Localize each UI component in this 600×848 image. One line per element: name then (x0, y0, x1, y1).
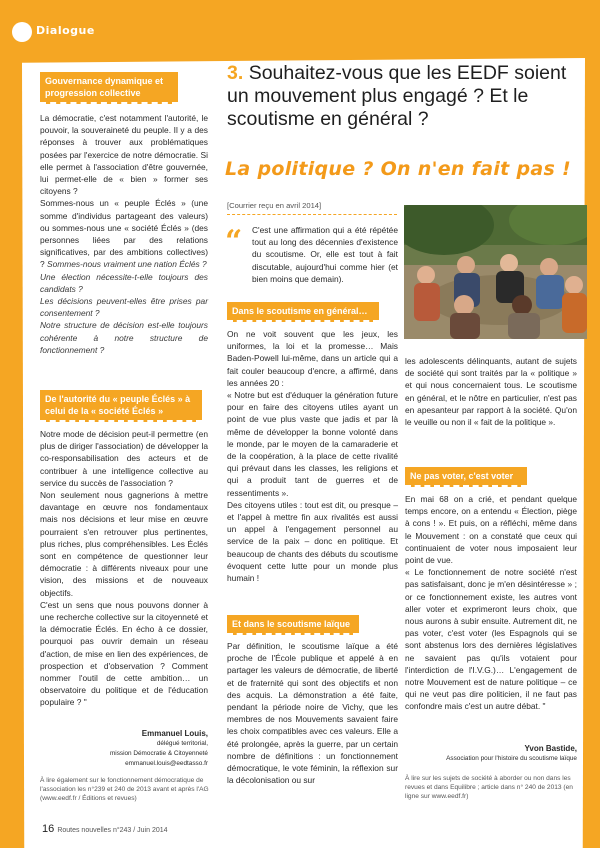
left-heading-1: Gouvernance dynamique et progression collective (40, 72, 178, 104)
page-number: 16 (42, 823, 55, 835)
mid-block-1 (227, 328, 398, 584)
mid-para-4: Par définition, le scoutisme laïque a été proche de l'École publique et appelé à en partager les valeurs de démocratie, de liberté et de fraternité qui sont des objectifs et non des acquis. La démonstration a été faite, pendant la période noire de Vichy, que les membres de nos Mouvements savaient faire les choix compatibles avec ces valeurs. Elle a été prolongée, après la guerre, par un certain nombre de définitions : un fonctionnement démocratique, le vote féminin, la réflexion sur la décolonisation ou sur (227, 641, 398, 786)
question-text: Souhaitez-vous que les EEDF soient un mouvement plus engagé ? Et le scoutisme en général ? (227, 62, 567, 130)
headline: La politique ? On n'en fait pas ! (225, 158, 571, 180)
left-heading-2: De l'autorité du « peuple Éclés » à celui de la « société Éclés » (40, 390, 202, 422)
right-block-1 (405, 493, 577, 713)
left-para-6: Notre mode de décision peut-il permettre (en plus de diriger l'association) de développer la co-responsabilisation des acteurs et de contribuer à une intelligence collective au service du succès de l'association ? (40, 429, 208, 488)
right-para-1: les adolescents délinquants, autant de sujets de société qui sont traités par la « politique » et qui nous concernaient tous. Le scoutisme en général, et le nôtre en particulier, n'est pas en apesanteur par rapport à la société. Qu'on le veuille ou non il « fait de la politique ». (405, 356, 577, 428)
section-label: Dialogue (36, 24, 95, 37)
left-signature-role-2: mission Démocratie & Citoyenneté (109, 750, 208, 757)
courrier-divider (227, 214, 397, 215)
mid-para-1: On ne voit souvent que les jeux, les uniformes, la loi et la promesse… Mais Baden-Powell lui-même, dans un article qui a fait couler beaucoup d'encre, a affirmé, dans les années 20 : (227, 329, 398, 388)
opening-quote-mark: “ (225, 224, 243, 259)
right-heading-1: Ne pas voter, c'est voter (405, 467, 527, 487)
left-signature (60, 729, 208, 769)
left-para-2 (40, 197, 208, 270)
section-tab (12, 20, 104, 42)
mid-heading-2: Et dans le scoutisme laïque (227, 615, 359, 635)
right-signature-role: Association pour l'histoire du scoutisme laïque (446, 755, 577, 762)
left-para-5: Notre structure de décision est-elle toujours cohérente à notre structure de fonctionnement ? (40, 320, 208, 355)
left-para-7: Non seulement nous gagnerions à mettre davantage en œuvre nos fondamentaux mais nos décisions et leur mise en œuvre pourraient s'en retrouver plus pertinentes, plus riches, plus compréhensibles. Les Éclés sont en compétence de questionner leur démocratie : à différents niveaux pour une vision, des missions et de nouveaux objectifs. (40, 490, 208, 598)
left-para-2-text: Sommes-nous un « peuple Éclés » (une somme d'individus partageant des valeurs) ou sommes-nous une « société Éclés » (des personnes liées par des relations significatives, par des ambitions collectives) ? (40, 198, 208, 270)
courrier-note: [Courrier reçu en avril 2014] (227, 201, 322, 210)
left-para-4: Les décisions peuvent-elles être prises par consentement ? (40, 296, 208, 319)
scouts-photo (404, 205, 587, 339)
left-para-8: C'est un sens que nous pouvons donner à une recherche collective sur la citoyenneté et la démocratie Éclés. En écho à ce dossier, pourquoi pas ouvrir demain un réseau d'action, de mise en lien des expériences, de prospection et d'observation ? Comment nommer l'outil de cette ambition… un observatoire du politique et de l'éducation populaire ? " (40, 599, 208, 708)
mid-intro: C'est une affirmation qui a été répétée tout au long des décennies d'existence du scoutisme. Or, elle est tout à fait discutable, aujourd'hui comme hier (et bien moins que demain). (252, 225, 398, 284)
right-signature-name: Yvon Bastide, (524, 744, 577, 753)
right-footnote: À lire sur les sujets de société à aborder ou non dans les revues et dans Equilibre ; article dans n° 240 de 2013 (en ligne sur www.eedf.fr) (405, 775, 573, 800)
left-signature-role-1: délégué territorial, (156, 740, 208, 747)
left-footnote: À lire également sur le fonctionnement démocratique de l'association les n°239 et 240 de 2013 avant et après l'AG (www.eedf.fr / Éditions et revues) (40, 777, 209, 802)
mid-para-3: Des citoyens utiles : tout est dit, ou presque – et l'appel à mettre fin aux rivalités est aussi un appel à l'engagement personnel au service de la paix – donc en politique. Et beaucoup de chants des débuts du scoutisme évoquent cette lutte pour un monde plus humain ! (227, 499, 398, 584)
left-para-1: La démocratie, c'est notamment l'autorité, le pouvoir, la souveraineté du peuple. Il y a des réponses à trouver aux problématiques posées par l'exercice de notre démocratie. Si elle permet à l'association d'être gouvernée, lui permet-elle de « bien » former ses citoyens ? (40, 113, 208, 197)
scouts-photo-image (404, 205, 587, 339)
right-para-2: En mai 68 on a crié, et pendant quelque temps encore, on a entendu « Élection, piège à cons ! ». Et puis, on a réfléchi, même dans le Mouvement : on a constaté que ceux qui continuaient de voter nous imposaient leur point de vue. (405, 494, 577, 566)
issue-info: Routes nouvelles n°243 / Juin 2014 (57, 827, 168, 834)
left-block-1 (40, 112, 208, 356)
left-signature-email: emmanuel.louis@eedtasso.fr (125, 760, 208, 767)
left-para-3: Une élection nécessite-t-elle toujours des candidats ? (40, 271, 208, 294)
folio (42, 823, 168, 835)
question-number: 3. (227, 62, 244, 84)
mid-para-2: « Notre but est d'éduquer la génération future pour en faire des citoyens utiles ayant un point de vue plus vaste que jadis et par là même de développer la bonne volonté dans le monde, par le moyen de la camaraderie et de la coopération, à la place de cette rivalité qui prévaut dans les classes, les religions et qui a produit tant de guerres et de ressentiments ». (227, 390, 398, 498)
left-block-2 (40, 428, 208, 709)
right-signature (420, 744, 577, 764)
mid-heading-1: Dans le scoutisme en général… (227, 302, 379, 322)
question-title (227, 62, 579, 131)
left-para-2-italic: Sommes-nous vraiment une nation Éclés ? (47, 259, 207, 270)
left-signature-name: Emmanuel Louis, (141, 729, 208, 738)
section-dot-icon (12, 22, 32, 42)
right-para-3: « Le fonctionnement de notre société n'est pas satisfaisant, donc je m'en désintéresse » ; or ce fonctionnement existe, les autres vont aller voter et exprimeront leurs choix, que nous aurons à subir ensuite. Autrement dit, ne pas voter, c'est voter (les Espagnols qui se sont abstenus lors des dernières législatives ne savaient pas qu'ils votaient pour l'interdiction de l'I.V.G.)… L'engagement de notre Mouvement est de nature politique – ce qui ne veut pas dire politicien, il ne faut pas confondre mais c'est un autre débat. " (405, 567, 577, 712)
